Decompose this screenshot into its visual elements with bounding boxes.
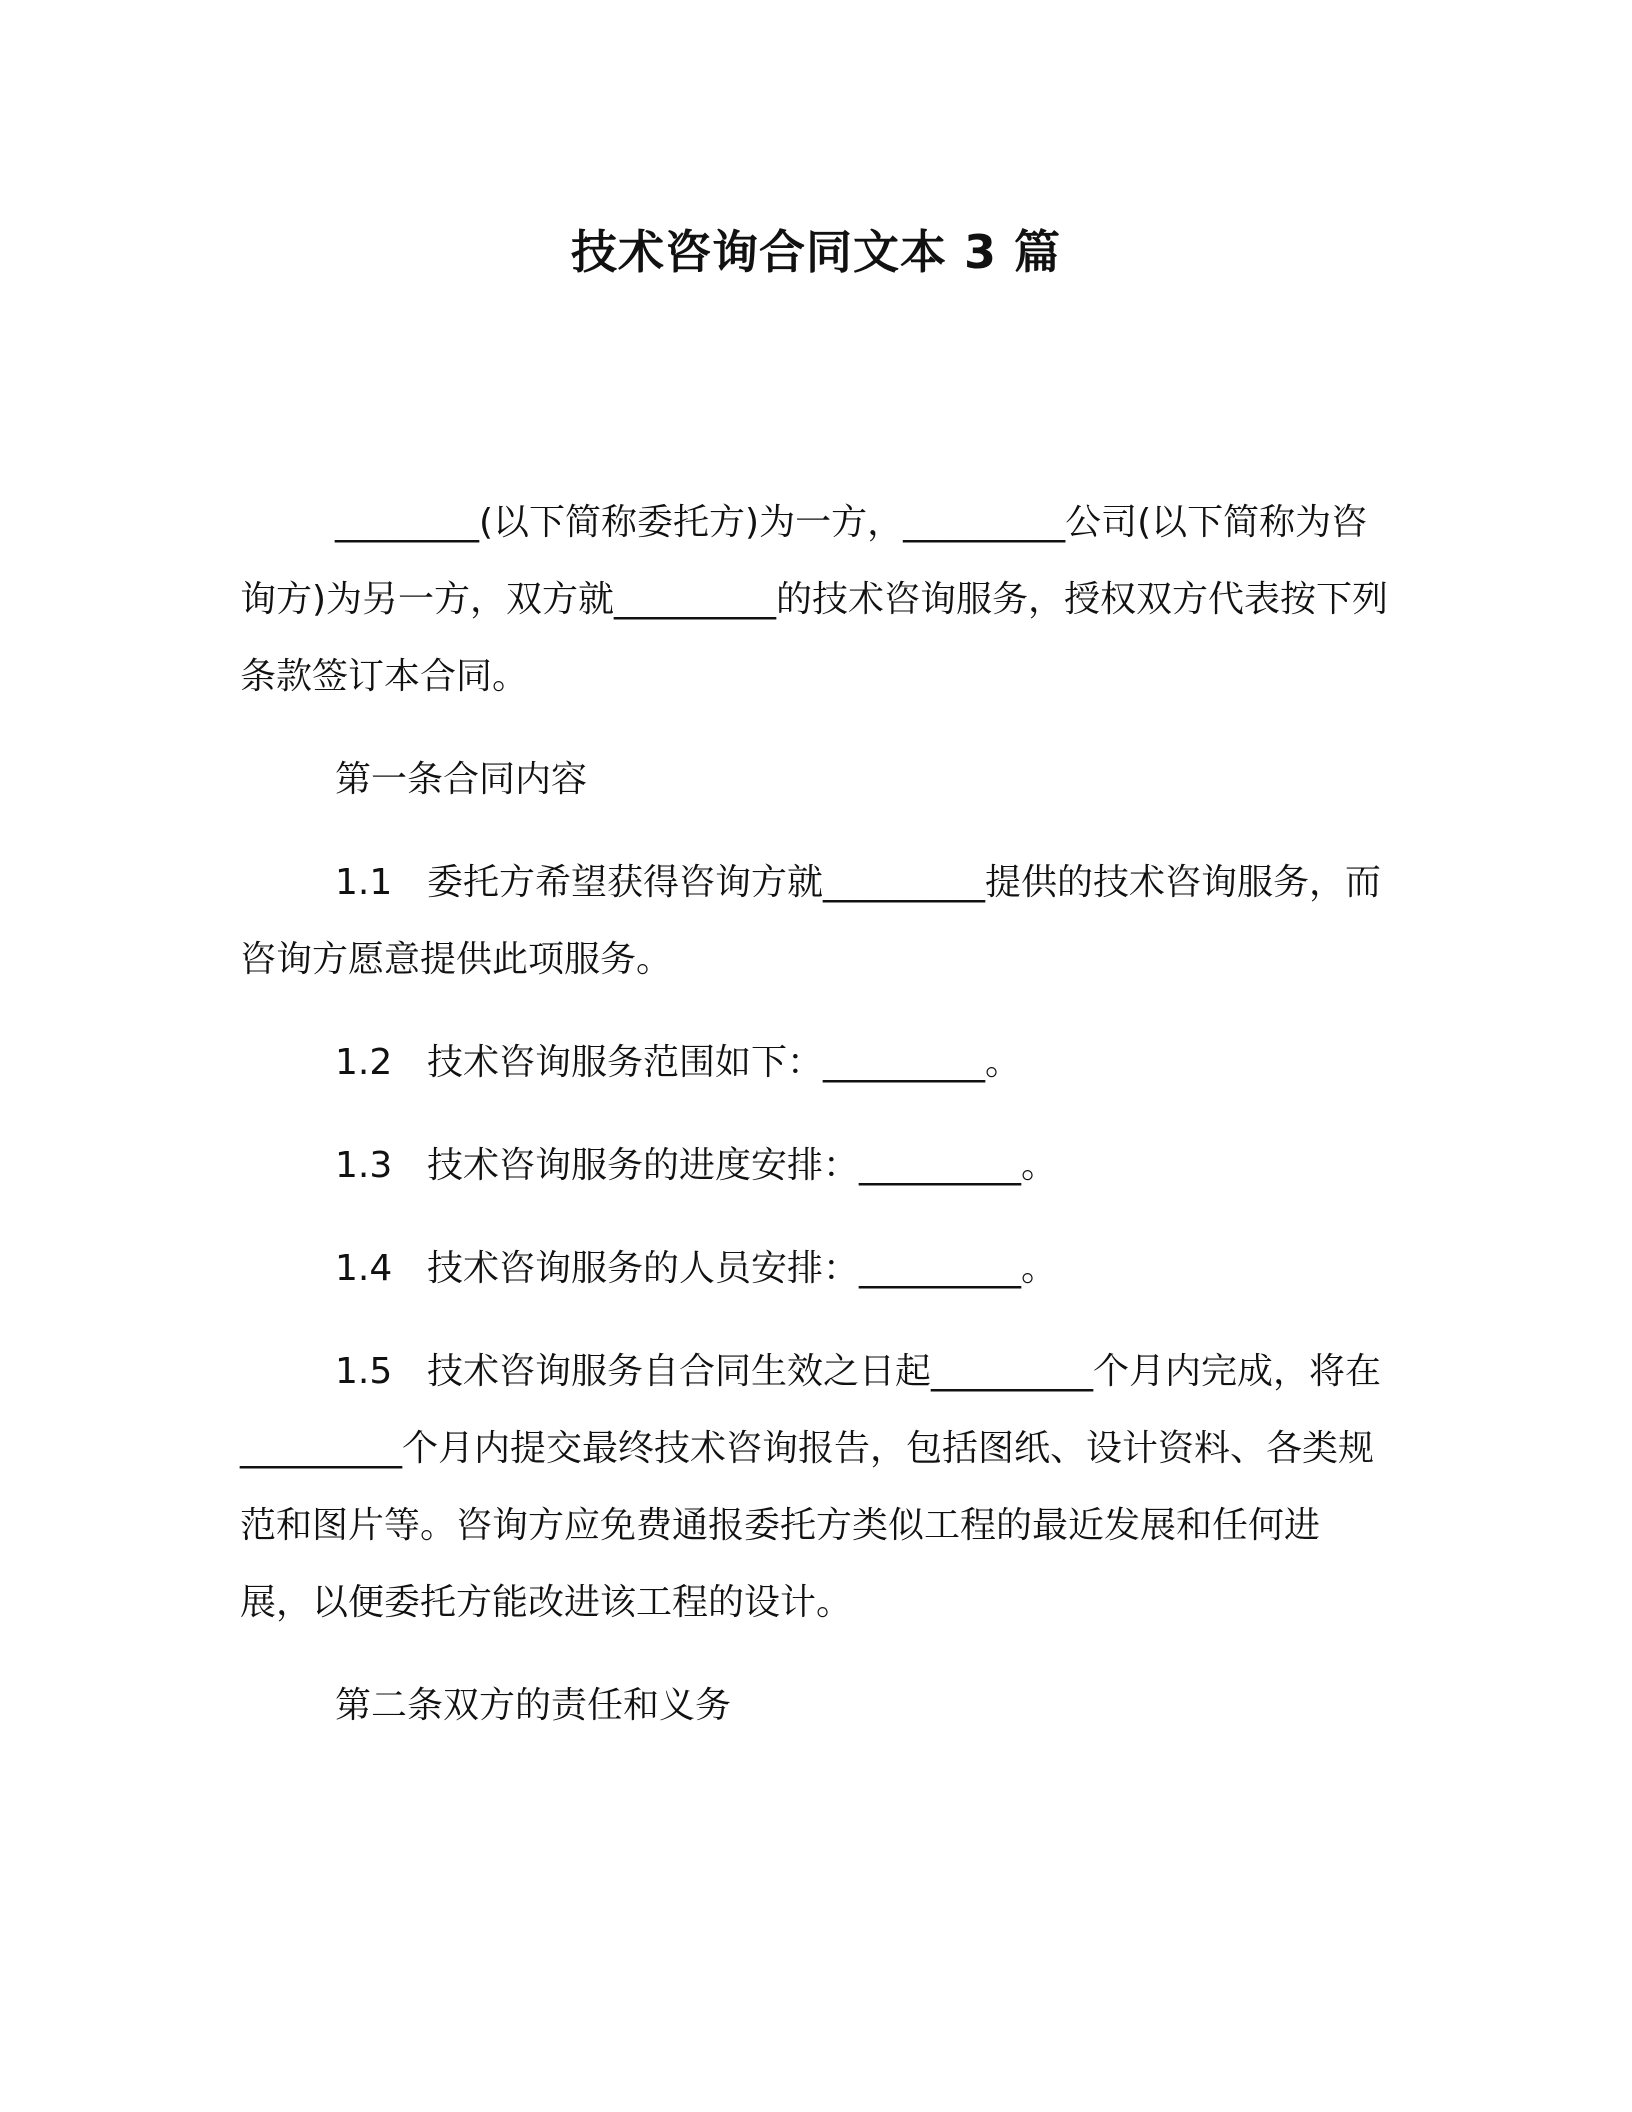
clause-1-3 xyxy=(240,1127,1390,1204)
article-number: 第二条 xyxy=(335,1685,444,1726)
article-number: 第一条 xyxy=(335,759,444,800)
clause-1-1 xyxy=(240,844,1390,998)
clause-number: 1.4 xyxy=(335,1248,393,1289)
clause-number: 1.5 xyxy=(335,1351,393,1392)
clause-number: 1.2 xyxy=(335,1042,393,1083)
article-title: 合同内容 xyxy=(443,759,588,800)
clause-text: 技术咨询服务的人员安排：_________。 xyxy=(427,1248,1058,1289)
intro-paragraph xyxy=(240,484,1390,715)
intro-text: ________(以下简称委托方)为一方，_________公司(以下简称为咨询方)为另一方，双方就_________的技术咨询服务，授权双方代表按下列条款签订本合同。 xyxy=(240,502,1389,697)
clause-text: 技术咨询服务自合同生效之日起_________个月内完成，将在_________个月内提交最终技术咨询报告，包括图纸、设计资料、各类规范和图片等。咨询方应免费通报委托方类似工程的最近发展和任何进展，以便委托方能改进该工程的设计。 xyxy=(240,1351,1382,1623)
clause-text: 技术咨询服务的进度安排：_________。 xyxy=(427,1145,1058,1186)
clause-number: 1.1 xyxy=(335,862,393,903)
clause-number: 1.3 xyxy=(335,1145,393,1186)
article-title: 双方的责任和义务 xyxy=(443,1685,732,1726)
clause-text: 技术咨询服务范围如下：_________。 xyxy=(427,1042,1022,1083)
clause-1-5 xyxy=(240,1333,1390,1641)
article-heading-1 xyxy=(240,741,1390,818)
clause-1-2 xyxy=(240,1024,1390,1101)
clause-1-4 xyxy=(240,1230,1390,1307)
article-heading-2 xyxy=(240,1667,1390,1744)
clause-text: 委托方希望获得咨询方就_________提供的技术咨询服务，而咨询方愿意提供此项服务。 xyxy=(240,862,1382,980)
document-body xyxy=(240,484,1390,1744)
document-title: 技术咨询合同文本 3 篇 xyxy=(570,225,1062,279)
